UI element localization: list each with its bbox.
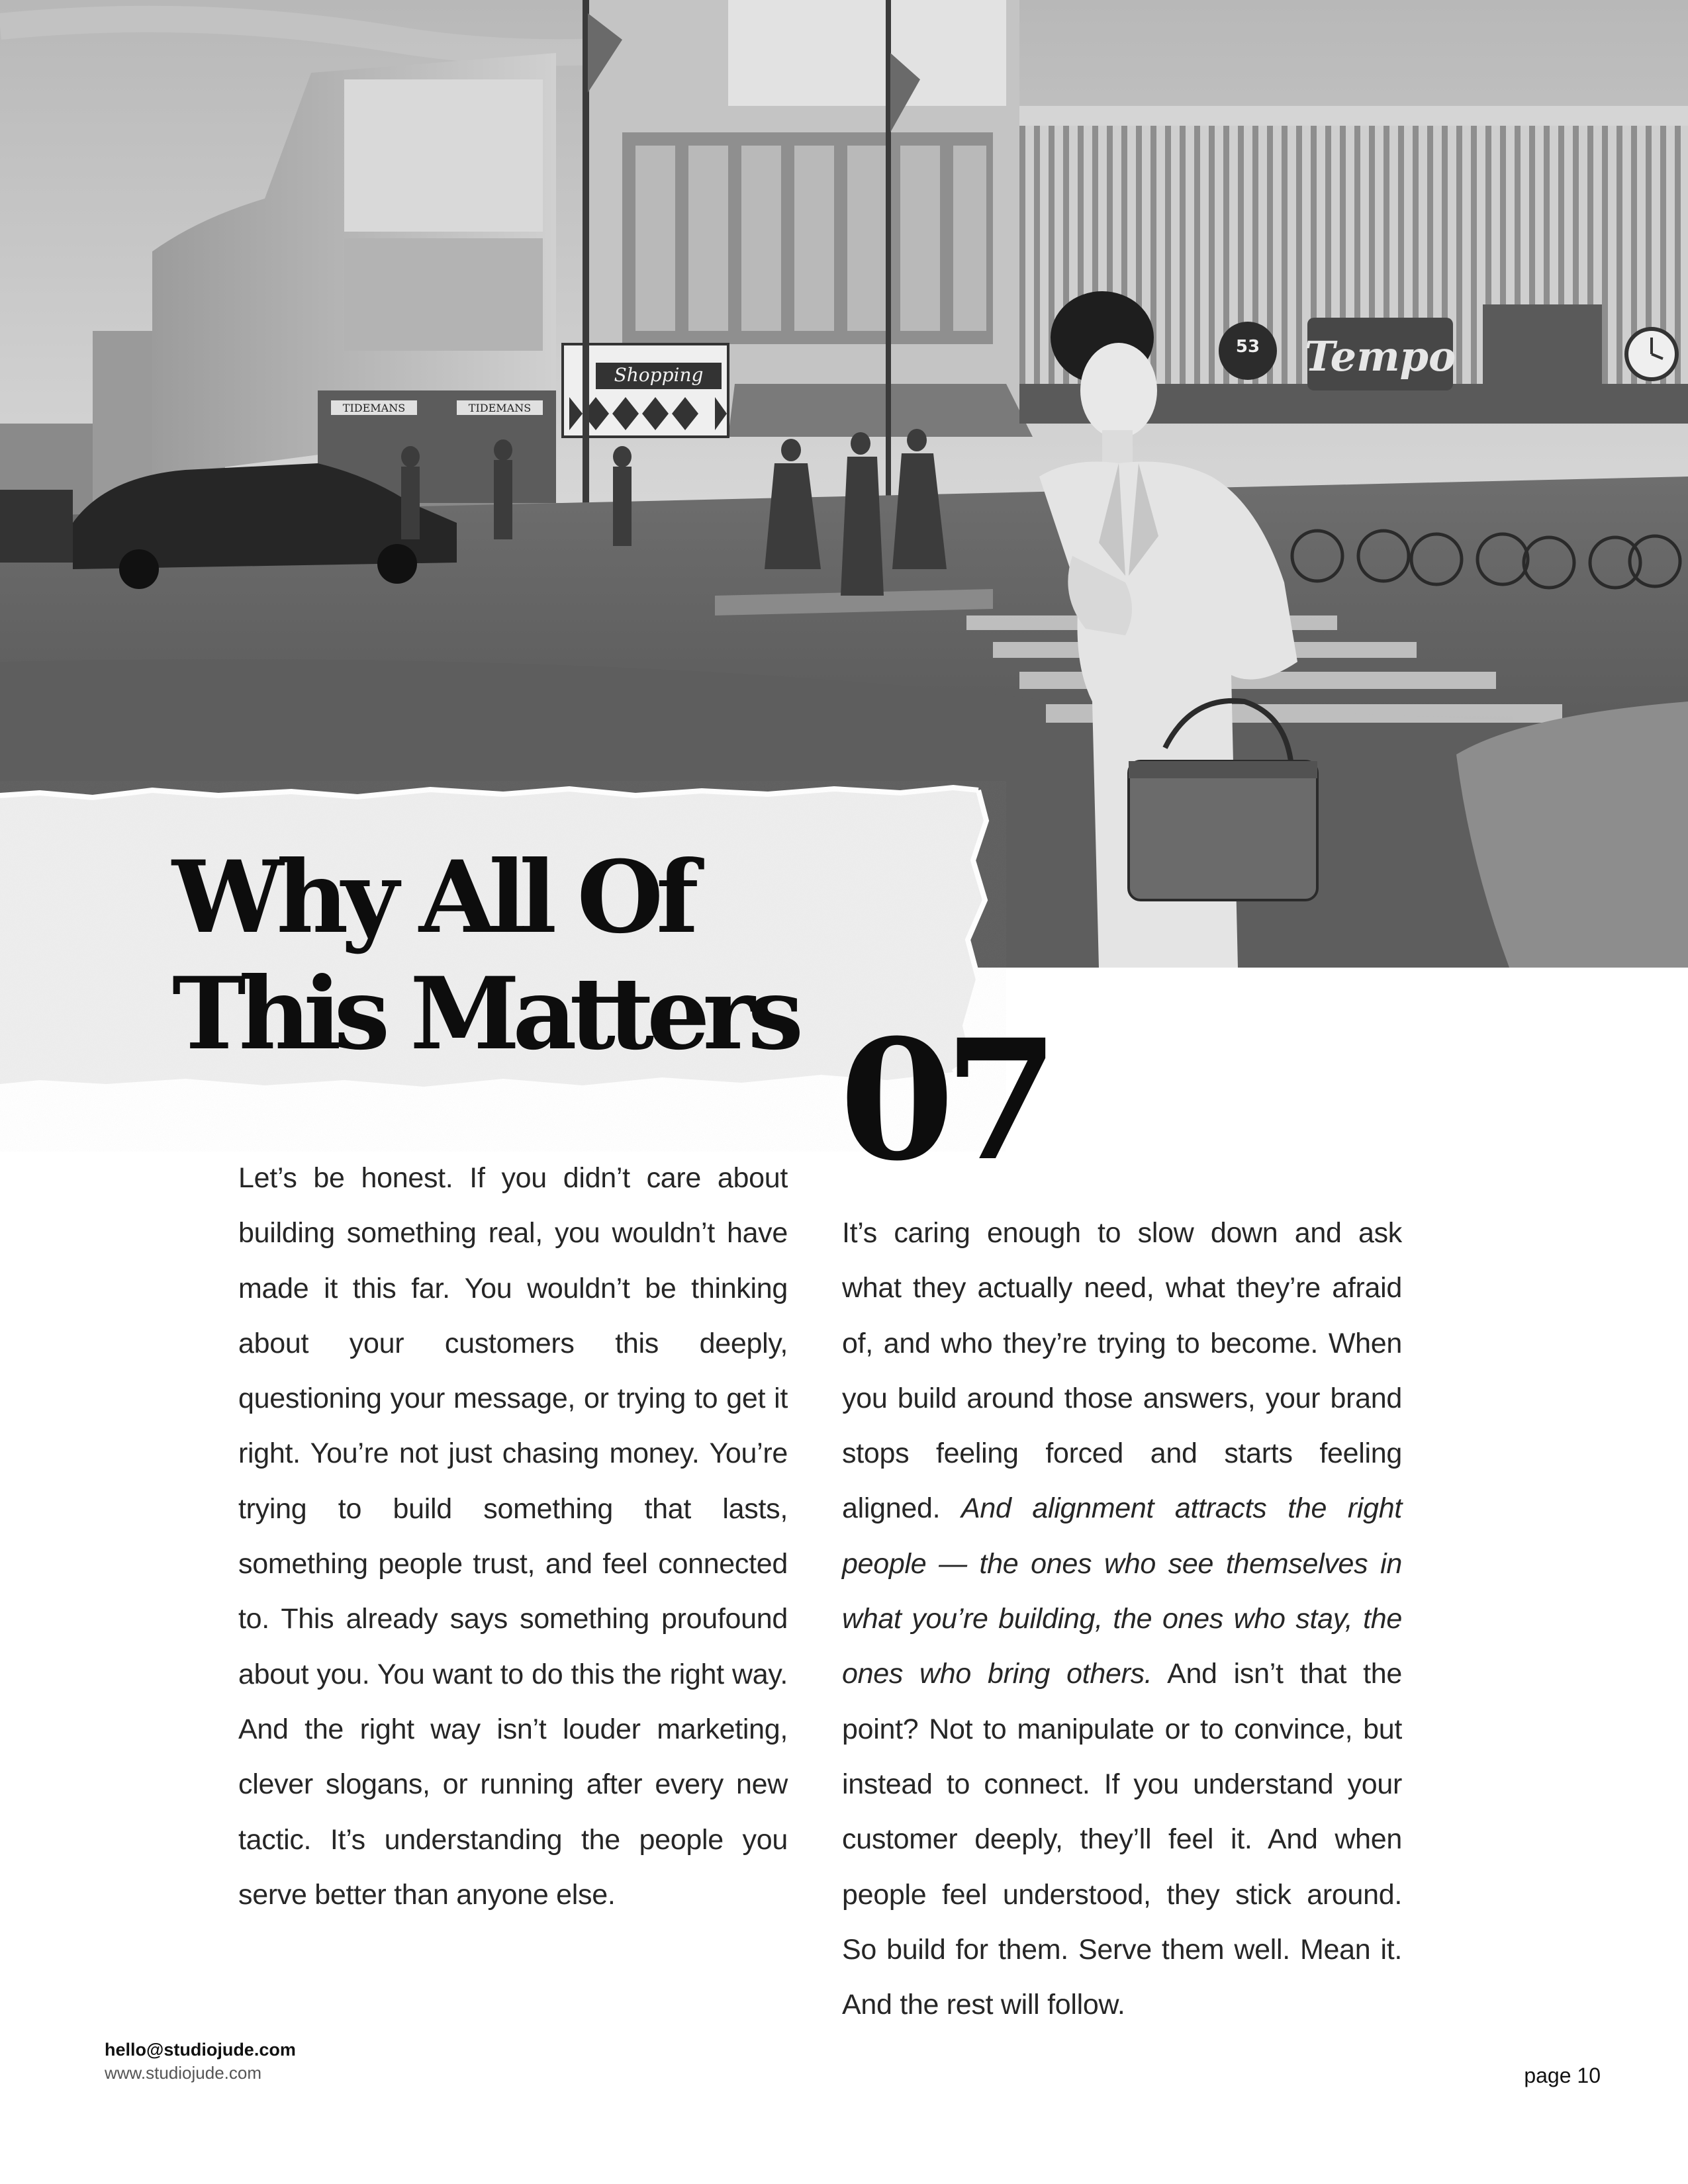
right-intro-text: It’s caring enough to slow down and ask what they actually need, what they’re afraid of, and who they’re trying to become. When you build around those answers, your brand stops feeling forced and starts feeling aligned.	[842, 1217, 1402, 1525]
svg-text:53: 53	[1235, 337, 1260, 357]
svg-text:Shopping: Shopping	[614, 364, 704, 386]
footer-email[interactable]: hello@studiojude.com	[105, 2040, 296, 2060]
title-line-1: Why All Of	[172, 839, 692, 956]
right-italic-text: And alignment attracts the right people — the ones who see themselves in what you’re building, the ones who stay, the ones who bring others.	[842, 1492, 1402, 1690]
svg-text:Tempo: Tempo	[1304, 332, 1456, 381]
title-line-2: This Matters	[172, 956, 797, 1072]
section-number: 07	[839, 1003, 1049, 1197]
svg-text:TIDEMANS: TIDEMANS	[342, 402, 406, 414]
body-column-right	[842, 1206, 1402, 2032]
right-outro-text: And isn’t that the point? Not to manipulate or to convince, but instead to connect. If you understand your customer deeply, they’ll feel it. And when people feel understood, they stick around. So build for them. Serve them well. Mean it. And the rest will follow.	[842, 1658, 1402, 2021]
page-number: page 10	[1524, 2064, 1601, 2087]
footer-website[interactable]: www.studiojude.com	[105, 2063, 261, 2083]
svg-text:TIDEMANS: TIDEMANS	[468, 402, 532, 414]
page-title	[172, 839, 834, 1072]
body-column-left: Let’s be honest. If you didn’t care about building something real, you wouldn’t have made it this far. You wouldn’t be thinking about your customers this deeply, questioning your message, or trying to get it right. You’re not just chasing money. You’re trying to build something that lasts, something people trust, and feel connected to. This already says something proufound about you. You want to do this the right way. And the right way isn’t louder marketing, clever slogans, or running after every new tactic. It’s understanding the people you serve better than anyone else.	[238, 1162, 788, 1911]
